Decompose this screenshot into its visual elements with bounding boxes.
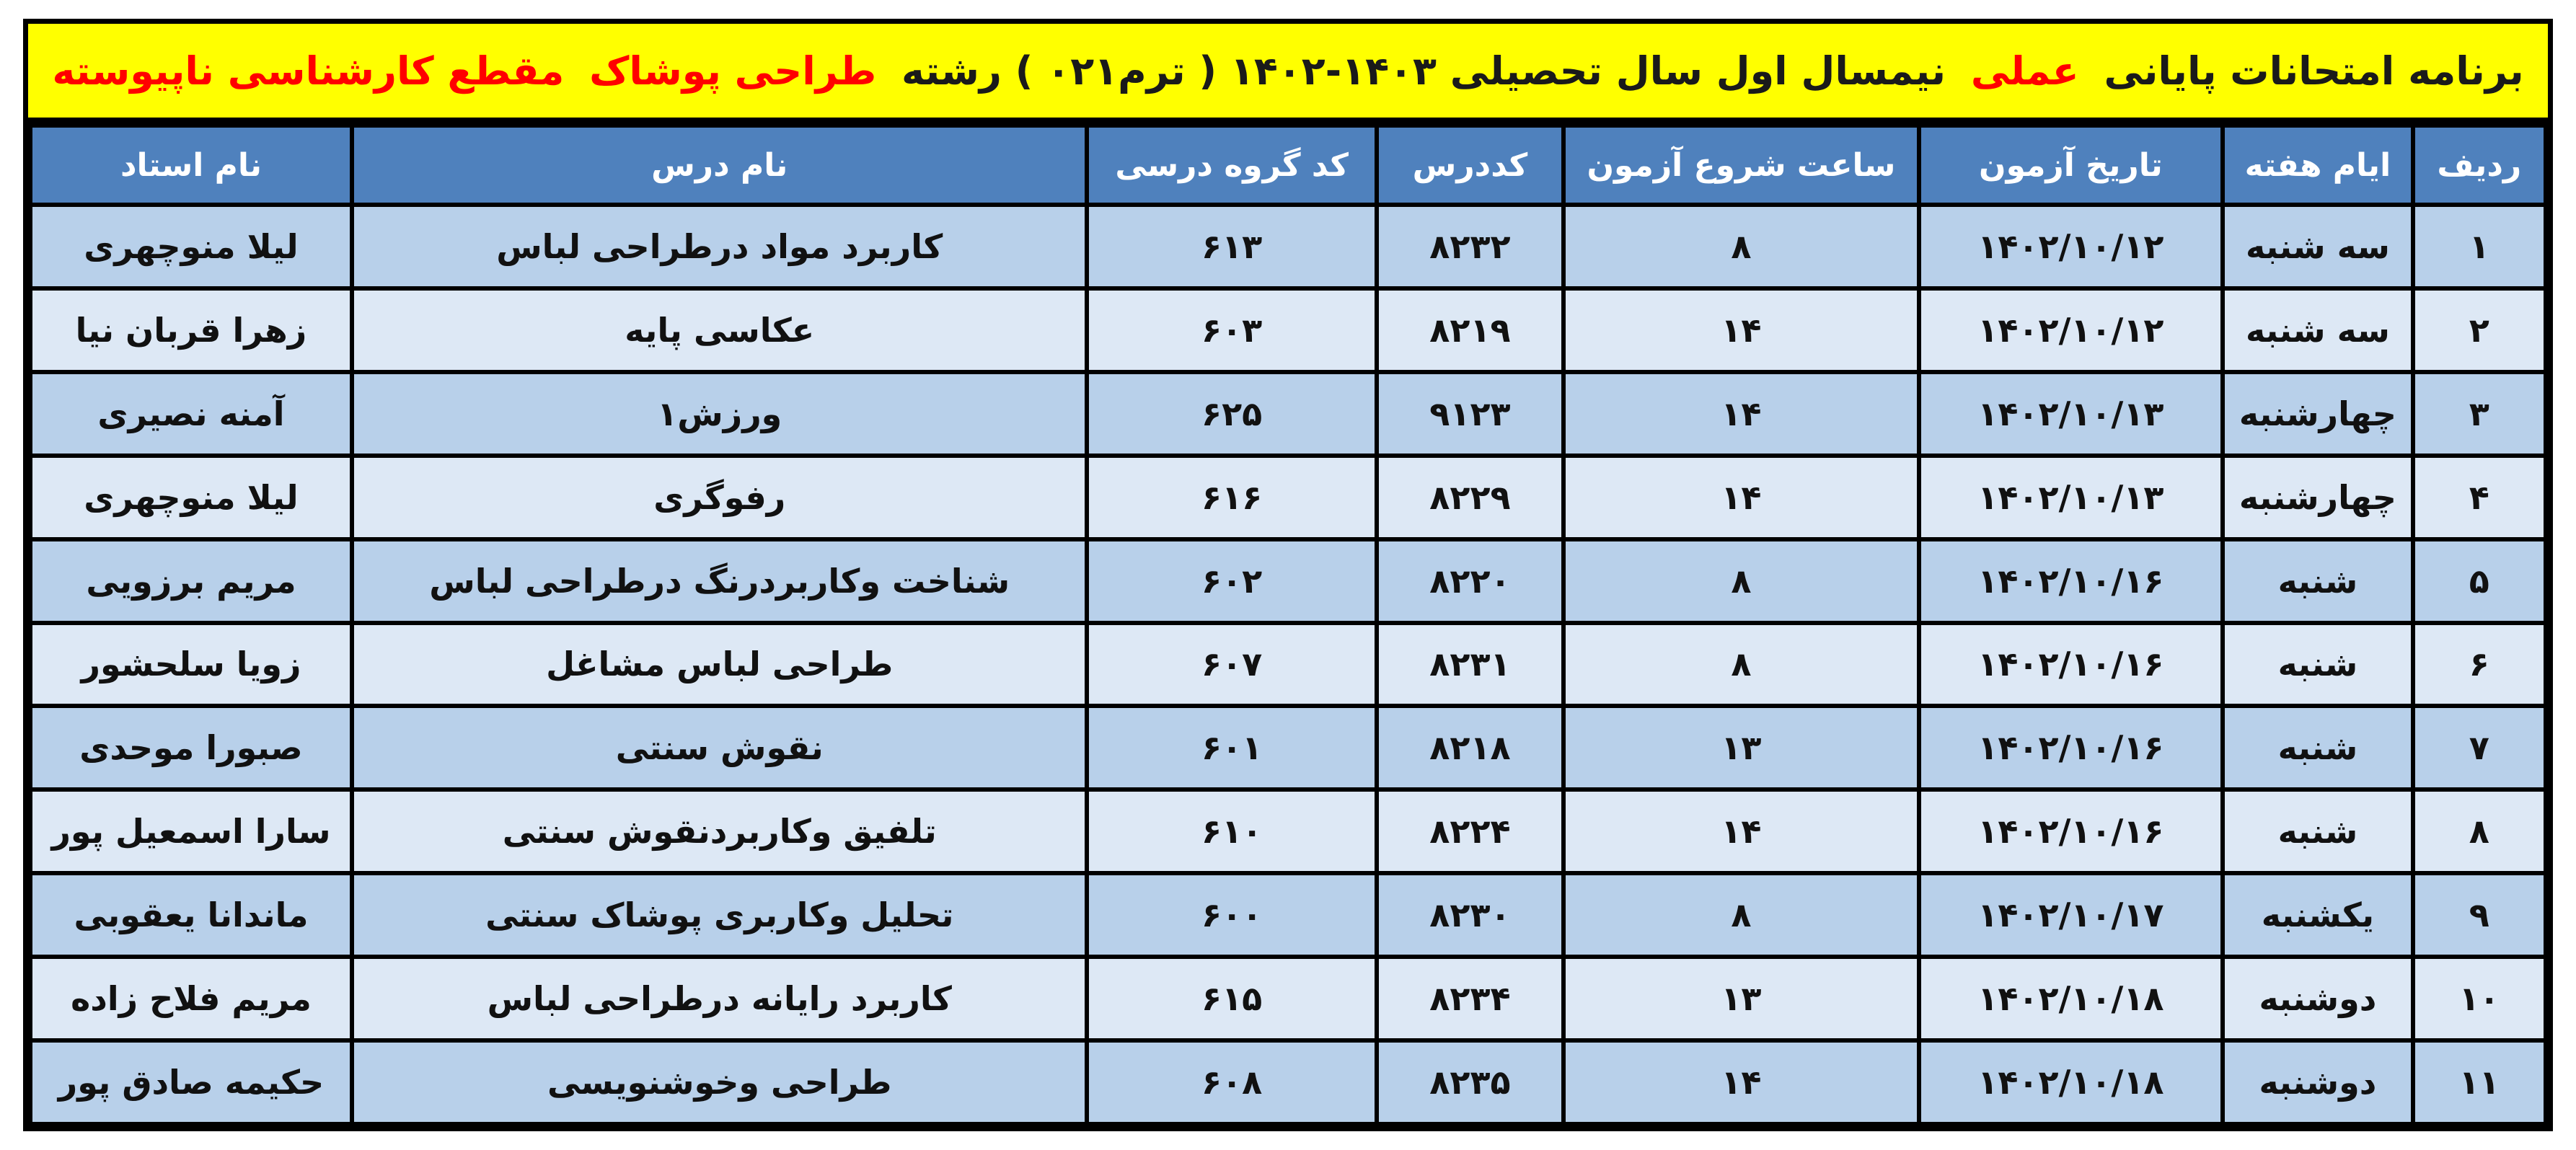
table-row xyxy=(32,374,2544,454)
title-part-4-major: طراحی پوشاک xyxy=(589,48,877,94)
cell-course-name: طراحی وخوشنویسی xyxy=(354,1043,1085,1122)
cell-start-time: ۱۴ xyxy=(1566,374,1917,454)
cell-professor: لیلا منوچهری xyxy=(32,458,350,537)
cell-course-code: ۸۲۳۵ xyxy=(1379,1043,1561,1122)
header-day: ایام هفته xyxy=(2225,128,2410,203)
table-row xyxy=(32,792,2544,871)
cell-course-name: عکاسی پایه xyxy=(354,291,1085,370)
cell-date: ۱۴۰۲/۱۰/۱۶ xyxy=(1921,541,2221,621)
cell-row-number: ۱۰ xyxy=(2415,959,2544,1038)
cell-course-code: ۸۲۳۴ xyxy=(1379,959,1561,1038)
cell-course-name: طراحی لباس مشاغل xyxy=(354,625,1085,704)
cell-row-number: ۳ xyxy=(2415,374,2544,454)
cell-row-number: ۱ xyxy=(2415,207,2544,286)
cell-group-code: ۶۰۰ xyxy=(1089,875,1374,955)
cell-date: ۱۴۰۲/۱۰/۱۶ xyxy=(1921,625,2221,704)
cell-row-number: ۲ xyxy=(2415,291,2544,370)
cell-group-code: ۶۰۸ xyxy=(1089,1043,1374,1122)
title-bar xyxy=(28,24,2548,123)
cell-date: ۱۴۰۲/۱۰/۱۳ xyxy=(1921,458,2221,537)
cell-course-code: ۸۲۱۹ xyxy=(1379,291,1561,370)
cell-group-code: ۶۱۳ xyxy=(1089,207,1374,286)
title-part-3: نیمسال اول سال تحصیلی ۱۴۰۳-۱۴۰۲ ( ترم۰۲۱ ) رشته xyxy=(901,48,1946,94)
table-row xyxy=(32,708,2544,787)
cell-course-name: کاربرد رایانه درطراحی لباس xyxy=(354,959,1085,1038)
cell-course-name: نقوش سنتی xyxy=(354,708,1085,787)
cell-day: دوشنبه xyxy=(2225,1043,2410,1122)
header-row-number: ردیف xyxy=(2415,128,2544,203)
cell-row-number: ۷ xyxy=(2415,708,2544,787)
cell-day: دوشنبه xyxy=(2225,959,2410,1038)
cell-professor: لیلا منوچهری xyxy=(32,207,350,286)
table-row xyxy=(32,458,2544,537)
cell-date: ۱۴۰۲/۱۰/۱۸ xyxy=(1921,959,2221,1038)
cell-course-name: تحلیل وکاربری پوشاک سنتی xyxy=(354,875,1085,955)
cell-day: یکشنبه xyxy=(2225,875,2410,955)
cell-start-time: ۸ xyxy=(1566,875,1917,955)
cell-row-number: ۶ xyxy=(2415,625,2544,704)
cell-start-time: ۸ xyxy=(1566,625,1917,704)
cell-start-time: ۱۳ xyxy=(1566,708,1917,787)
cell-course-name: کاربرد مواد درطراحی لباس xyxy=(354,207,1085,286)
cell-group-code: ۶۰۷ xyxy=(1089,625,1374,704)
table-row xyxy=(32,959,2544,1038)
cell-professor: ماندانا یعقوبی xyxy=(32,875,350,955)
cell-day: شنبه xyxy=(2225,541,2410,621)
cell-course-code: ۸۲۱۸ xyxy=(1379,708,1561,787)
cell-group-code: ۶۰۱ xyxy=(1089,708,1374,787)
cell-date: ۱۴۰۲/۱۰/۱۸ xyxy=(1921,1043,2221,1122)
cell-professor: مریم برزویی xyxy=(32,541,350,621)
cell-day: سه شنبه xyxy=(2225,207,2410,286)
cell-date: ۱۴۰۲/۱۰/۱۶ xyxy=(1921,792,2221,871)
cell-course-name: تلفیق وکاربردنقوش سنتی xyxy=(354,792,1085,871)
cell-professor: زویا سلحشور xyxy=(32,625,350,704)
cell-group-code: ۶۲۵ xyxy=(1089,374,1374,454)
cell-professor: آمنه نصیری xyxy=(32,374,350,454)
header-course-name: نام درس xyxy=(354,128,1085,203)
cell-course-name: شناخت وکاربردرنگ درطراحی لباس xyxy=(354,541,1085,621)
cell-row-number: ۵ xyxy=(2415,541,2544,621)
cell-group-code: ۶۰۳ xyxy=(1089,291,1374,370)
cell-start-time: ۱۴ xyxy=(1566,1043,1917,1122)
cell-start-time: ۸ xyxy=(1566,207,1917,286)
cell-day: چهارشنبه xyxy=(2225,458,2410,537)
cell-professor: صبورا موحدی xyxy=(32,708,350,787)
cell-course-name: رفوگری xyxy=(354,458,1085,537)
cell-professor: سارا اسمعیل پور xyxy=(32,792,350,871)
cell-professor: زهرا قربان نیا xyxy=(32,291,350,370)
cell-day: شنبه xyxy=(2225,792,2410,871)
header-professor: نام استاد xyxy=(32,128,350,203)
cell-day: سه شنبه xyxy=(2225,291,2410,370)
title-part-5-degree: مقطع کارشناسی ناپیوسته xyxy=(52,48,565,94)
cell-start-time: ۱۴ xyxy=(1566,458,1917,537)
cell-date: ۱۴۰۲/۱۰/۱۲ xyxy=(1921,207,2221,286)
cell-row-number: ۹ xyxy=(2415,875,2544,955)
cell-row-number: ۸ xyxy=(2415,792,2544,871)
cell-row-number: ۱۱ xyxy=(2415,1043,2544,1122)
cell-row-number: ۴ xyxy=(2415,458,2544,537)
table-row xyxy=(32,1043,2544,1122)
table-row xyxy=(32,291,2544,370)
header-start-time: ساعت شروع آزمون xyxy=(1566,128,1917,203)
cell-date: ۱۴۰۲/۱۰/۱۶ xyxy=(1921,708,2221,787)
title-part-1: برنامه امتحانات پایانی xyxy=(2104,48,2524,94)
cell-course-code: ۸۲۲۹ xyxy=(1379,458,1561,537)
table-row xyxy=(32,541,2544,621)
cell-group-code: ۶۱۵ xyxy=(1089,959,1374,1038)
cell-course-code: ۸۲۳۲ xyxy=(1379,207,1561,286)
cell-course-code: ۸۲۳۱ xyxy=(1379,625,1561,704)
page-title xyxy=(46,48,2529,94)
exam-schedule-table xyxy=(28,123,2548,1126)
cell-group-code: ۶۰۲ xyxy=(1089,541,1374,621)
title-part-2-practical: عملی xyxy=(1970,48,2079,94)
cell-course-name: ورزش۱ xyxy=(354,374,1085,454)
cell-start-time: ۸ xyxy=(1566,541,1917,621)
table-row xyxy=(32,875,2544,955)
table-row xyxy=(32,207,2544,286)
cell-day: شنبه xyxy=(2225,708,2410,787)
header-course-code: کددرس xyxy=(1379,128,1561,203)
cell-date: ۱۴۰۲/۱۰/۱۷ xyxy=(1921,875,2221,955)
cell-date: ۱۴۰۲/۱۰/۱۳ xyxy=(1921,374,2221,454)
table-row xyxy=(32,625,2544,704)
cell-date: ۱۴۰۲/۱۰/۱۲ xyxy=(1921,291,2221,370)
cell-start-time: ۱۳ xyxy=(1566,959,1917,1038)
cell-day: شنبه xyxy=(2225,625,2410,704)
header-date: تاریخ آزمون xyxy=(1921,128,2221,203)
cell-professor: حکیمه صادق پور xyxy=(32,1043,350,1122)
table-header-row xyxy=(32,128,2544,203)
cell-group-code: ۶۱۶ xyxy=(1089,458,1374,537)
cell-day: چهارشنبه xyxy=(2225,374,2410,454)
cell-course-code: ۸۲۳۰ xyxy=(1379,875,1561,955)
cell-course-code: ۸۲۲۰ xyxy=(1379,541,1561,621)
cell-group-code: ۶۱۰ xyxy=(1089,792,1374,871)
cell-professor: مریم فلاح زاده xyxy=(32,959,350,1038)
cell-course-code: ۸۲۲۴ xyxy=(1379,792,1561,871)
exam-schedule-sheet xyxy=(23,19,2553,1131)
cell-start-time: ۱۴ xyxy=(1566,792,1917,871)
cell-start-time: ۱۴ xyxy=(1566,291,1917,370)
header-group-code: کد گروه درسی xyxy=(1089,128,1374,203)
cell-course-code: ۹۱۲۳ xyxy=(1379,374,1561,454)
